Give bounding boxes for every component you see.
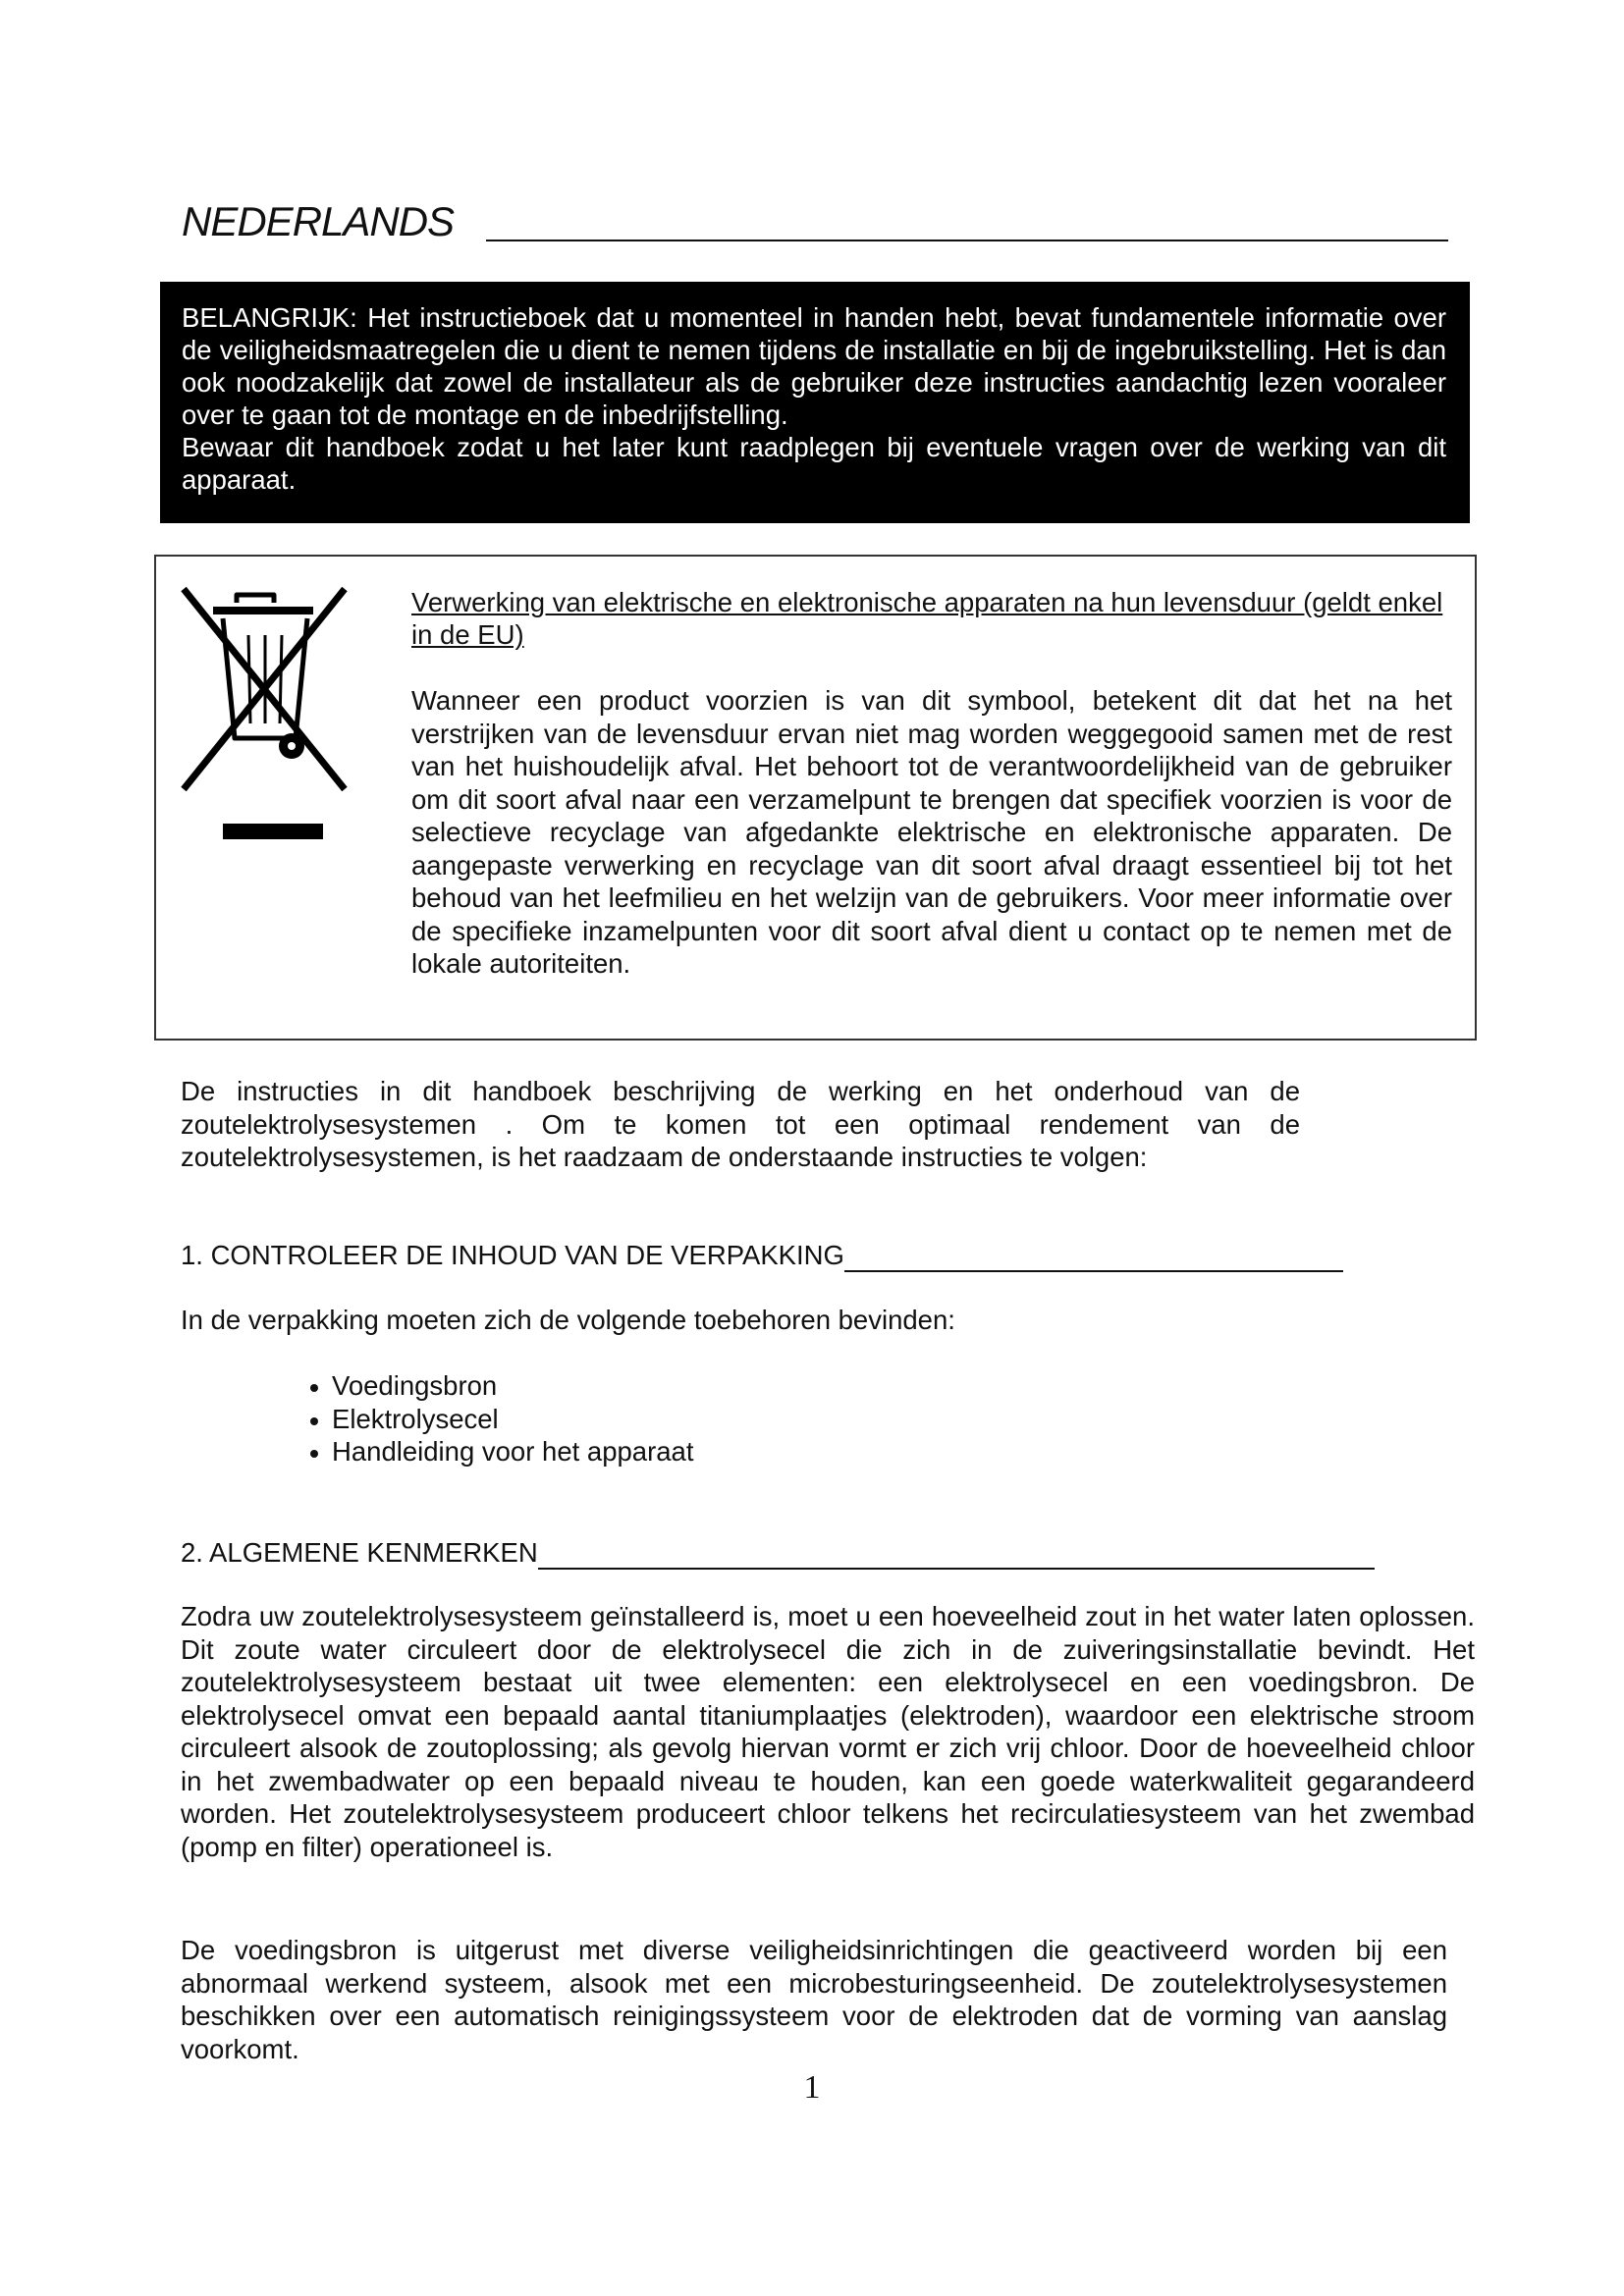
list-item: Handleiding voor het apparaat — [304, 1435, 693, 1468]
package-contents-list — [304, 1369, 693, 1468]
important-notice-text: BELANGRIJK: Het instructieboek dat u momenteel in handen hebt, bevat fundamentele informatie over de veiligheidsmaatregelen die u dient te nemen tijdens de installatie en bij de ingebruikstelling. Het is dan ook noodzakelijk dat zowel de installateur als de gebruiker deze instructies aandachtig lezen vooraleer over te gaan tot de montage en de inbedrijfstelling. — [182, 302, 1446, 430]
language-title: NEDERLANDS — [182, 198, 455, 244]
section-2-heading — [181, 1536, 1375, 1570]
section-1-rule — [844, 1243, 1343, 1272]
section-1-heading — [181, 1239, 1343, 1272]
section-2-rule — [538, 1540, 1375, 1570]
important-notice-box — [160, 282, 1470, 523]
general-features-paragraph-1: Zodra uw zoutelektrolysesysteem geïnstalleerd is, moet u een hoeveelheid zout in het water laten oplossen. Dit zoute water circuleert door de elektrolysecel die zich in de zuiveringsinstallatie bevindt. Het zoutelektrolysesysteem bestaat uit twee elementen: een elektrolysecel en een voedingsbron. De elektrolysecel omvat een bepaald aantal titaniumplaatjes (elektroden), waardoor een elektrische stroom circuleert alsook de zoutoplossing; als gevolg hiervan vormt er zich vrij chloor. Door de hoeveelheid chloor in het zwembadwater op een bepaald niveau te houden, kan een goede waterkwaliteit gegarandeerd worden. Het zoutelektrolysesysteem produceert chloor telkens het recirculatiesysteem van het zwembad (pomp en filter) operationeel is. — [181, 1601, 1475, 1862]
important-notice-keep-text: Bewaar dit handboek zodat u het later kunt raadplegen bij eventuele vragen over de werking van dit apparaat. — [182, 432, 1446, 495]
weee-title: Verwerking van elektrische en elektronische apparaten na hun levensduur (geldt enkel in de EU) — [411, 587, 1443, 650]
crossed-out-wheelie-bin-icon — [176, 581, 352, 807]
general-features-paragraph-2: De voedingsbron is uitgerust met diverse veiligheidsinrichtingen die geactiveerd worden bij een abnormaal werkend systeem, alsook met een microbesturingseenheid. De zoutelektrolysesystemen beschikken over een automatisch reinigingssysteem voor de elektroden dat de vorming van aanslag voorkomt. — [181, 1935, 1447, 2064]
list-item: Elektrolysecel — [304, 1403, 693, 1436]
weee-notice-box — [154, 555, 1477, 1041]
package-contents-text: In de verpakking moeten zich de volgende toebehoren bevinden: — [181, 1305, 955, 1335]
weee-text: Wanneer een product voorzien is van dit symbool, betekent dit dat het na het verstrijken van de levensduur ervan niet mag worden weggegooid samen met de rest van het huishoudelijk afval. Het behoort tot de verantwoordelijkheid van de gebruiker om dit soort afval naar een verzamelpunt te brengen dat specifiek voorzien is voor de selectieve recyclage van afgedankte elektrische en elektronische apparaten. De aangepaste verwerking en recyclage van dit soort afval draagt essentieel bij tot het behoud van het leefmilieu en het welzijn van de gebruikers. Voor meer informatie over de specifieke inzamelpunten voor dit soort afval dient u contact op te nemen met de lokale autoriteiten. — [411, 685, 1452, 979]
list-item: Voedingsbron — [304, 1369, 693, 1403]
section-1-title: 1. CONTROLEER DE INHOUD VAN DE VERPAKKING — [181, 1240, 844, 1270]
intro-paragraph: De instructies in dit handboek beschrijving de werking en het onderhoud van de zoutelektrolysesystemen . Om te komen tot een optimaal rendement van de zoutelektrolysesystemen, is het raadzaam de onderstaande instructies te volgen: — [181, 1076, 1300, 1172]
language-header — [182, 196, 1448, 247]
page-number: 1 — [803, 2069, 821, 2106]
header-rule — [486, 240, 1448, 241]
section-2-title: 2. ALGEMENE KENMERKEN — [181, 1537, 538, 1568]
weee-bar — [223, 824, 323, 839]
